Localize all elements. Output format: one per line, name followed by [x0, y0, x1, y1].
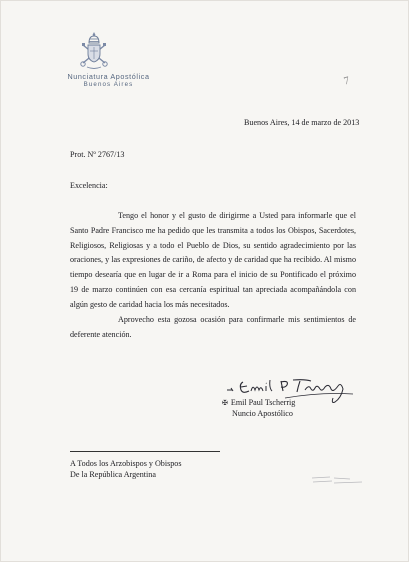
body-paragraph-2: Aprovecho esta gozosa ocasión para confirmarle mis sentimientos de deferente atención.	[70, 315, 356, 339]
cross-icon: ✠	[222, 399, 228, 407]
addressee-line-2: De la República Argentina	[70, 470, 156, 479]
letterhead-title: Nunciatura Apostólica	[67, 72, 150, 81]
body-paragraph-1: Tengo el honor y el gusto de dirigirme a Usted para informarle que el Santo Padre Francisco me ha pedido que les transmita a todos los Obispos, Sacerdotes, Religiosos, Religiosas y a todo el Pueblo de Dios, su sentido agradecimiento por las oraciones, y las expresiones de cariño, de afecto y de caridad que ha recibido. Al mismo tiempo desearía que en lugar de ir a Roma para el inicio de su Pontificado el próximo 19 de marzo continúen con esa cercanía espiritual tan apreciada acompañándola con algún gesto de caridad hacia los más necesitados.	[70, 211, 356, 309]
salutation: Excelencia:	[70, 181, 108, 190]
addressee-divider	[70, 451, 220, 452]
letterhead-city: Buenos Aires	[83, 81, 134, 88]
signatory-title: Nuncio Apostólico	[232, 409, 293, 418]
addressee-line-1: A Todos los Arzobispos y Obispos	[70, 459, 182, 468]
faint-receipt-stamp	[310, 474, 365, 486]
letter-date: Buenos Aires, 14 de marzo de 2013	[244, 118, 360, 127]
signatory-name-text: Emil Paul Tscherrig	[230, 398, 296, 407]
papal-coat-of-arms-icon	[79, 30, 109, 72]
handwritten-margin-mark: 7	[342, 74, 351, 88]
signatory-name	[222, 398, 295, 408]
protocol-number: Prot. Nº 2767/13	[70, 150, 125, 159]
